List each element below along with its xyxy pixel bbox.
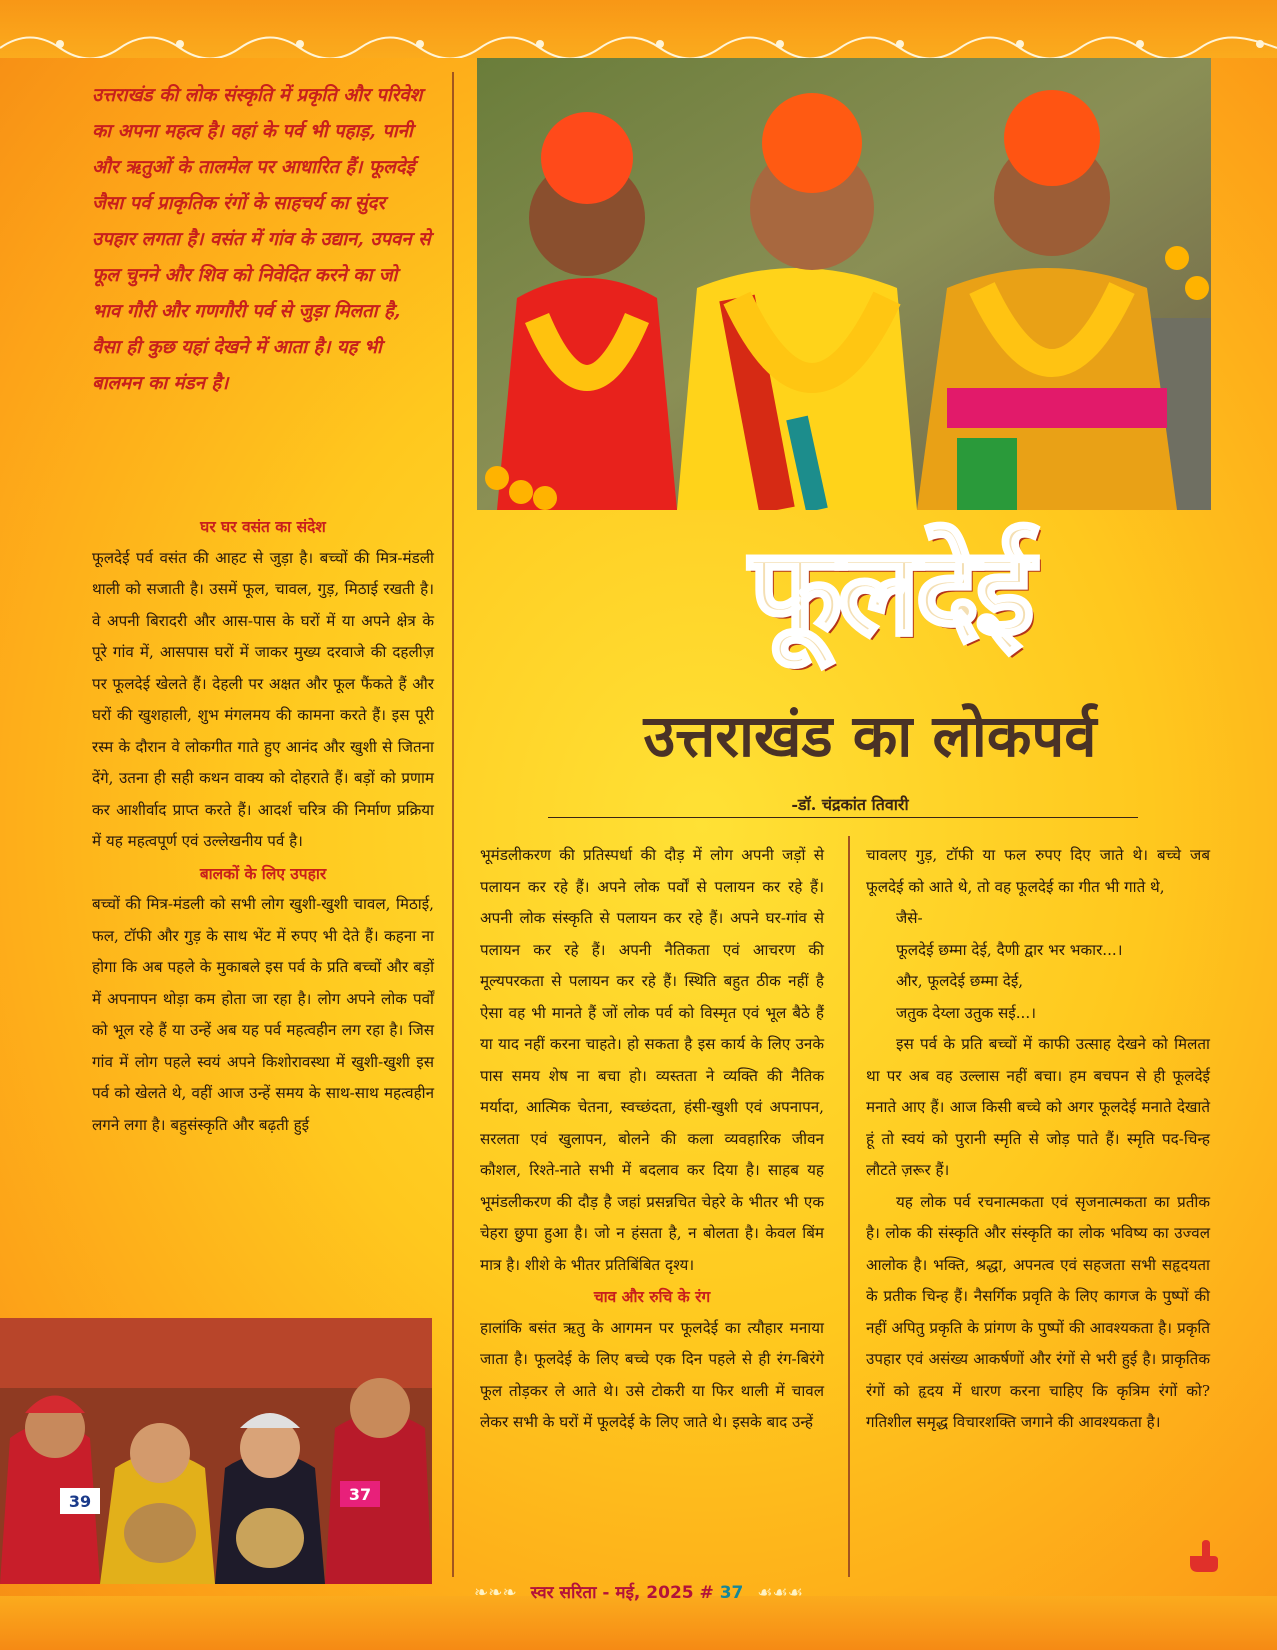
- folk-song-verse-line: जैसे-: [896, 909, 923, 927]
- article-subtitle: उत्तराखंड का लोकपर्व: [643, 702, 1097, 770]
- right-paragraph-1: चावलए गुड़, टॉफी या फल रुपए दिए जाते थे। बच्चे जब फूलदेई को आते थे, तो वह फूलदेई का गीत भी गाते थे,: [866, 846, 1210, 896]
- author-byline: -डॉ. चंद्रकांत तिवारी: [791, 795, 909, 814]
- participant-number-badge: 37: [348, 1485, 372, 1504]
- left-paragraph-2: बच्चों की मित्र-मंडली को सभी लोग खुशी-खुशी चावल, मिठाई, फल, टॉफी और गुड़ के साथ भेंट में रुपए भी देते हैं। कहना ना होगा कि अब पहले के मुकाबले इस पर्व के प्रति बच्चों और बड़ों में अपनापन थोड़ा कम होता जा रहा है। लोग अपने लोक पर्वों को भूल रहे हैं या उन्हें अब यह पर्व महत्वहीन लग रहा है। जिस गांव में लोग पहले स्वयं अपने किशोरावस्था में खुशी-खुशी इस पर्व को खेलते थे, वहीं आज उन्हें समय के साथ-साथ महत्वहीन लगने लगा है। बहुसंस्कृति और बढ़ती हुई: [92, 895, 434, 1134]
- floral-vine-ornament: [0, 30, 1277, 58]
- magazine-name: स्वर सरिता: [530, 1583, 597, 1603]
- left-paragraph-1: फूलदेई पर्व वसंत की आहट से जुड़ा है। बच्चों की मित्र-मंडली थाली को सजाती है। उसमें फूल, चावल, गुड़, मिठाई रखती है। वे अपनी बिरादरी और आस-पास के घरों में या अपने क्षेत्र के पूरे गांव में, आसपास घरों में जाकर मुख्य दरवाजे की दहलीज़ पर फूलदेई खेलते हैं। देहली पर अक्षत और फूल फैंकते हैं और घरों की खुशहाली, शुभ मंगलमय की कामना करते हैं। इस पूरी रस्म के दौरान वे लोकगीत गाते हुए आनंद और खुशी से जितना देंगे, उतना ही सही कथन वाक्य को दोहराते हैं। बड़ों को प्रणाम कर आशीर्वाद प्राप्त करते हैं। आदर्श चरित्र की निर्माण प्रक्रिया में यह महत्वपूर्ण एवं उल्लेखनीय पर्व है।: [92, 548, 434, 850]
- pointing-hand-icon: [1184, 1538, 1220, 1574]
- middle-paragraph-2: हालांकि बसंत ऋतु के आगमन पर फूलदेई का त्यौहार मनाया जाता है। फूलदेई के लिए बच्चे एक दिन पहले से ही रंग-बिरंगे फूल तोड़कर ले आते थे। उसे टोकरी या फिर थाली में चावल लेकर सभी के घरों में फूलदेई के लिए जाते थे। इसके बाद उन्हें: [480, 1318, 824, 1431]
- footer-separator: -: [602, 1583, 616, 1603]
- article-title: फूलदेई: [749, 523, 1031, 662]
- right-column: [866, 840, 1210, 1439]
- subheading-spring-message: घर घर वसंत का संदेश: [200, 517, 326, 536]
- folk-song-verse-line: जतुक देय्ला उतुक सई...।: [896, 1003, 1036, 1022]
- column-divider-middle: [848, 836, 850, 1577]
- left-column: [92, 511, 434, 1141]
- pull-quote: उत्तराखंड की लोक संस्कृति में प्रकृति और परिवेश का अपना महत्व है। वहां के पर्व भी पहाड़, पानी और ऋतुओं के तालमेल पर आधारित हैं। फूलदेई जैसा पर्व प्राकृतिक रंगों के साहचर्य का सुंदर उपहार लगता है। वसंत में गांव के उद्यान, उपवन से फूल चुनने और शिव को निवेदित करने का जो भाव गौरी और गणगौरी पर्व से जुड़ा मिलता है, वैसा ही कुछ यहां देखने में आता है। यह भी बालमन का मंडन है।: [92, 85, 431, 394]
- middle-column: [480, 840, 824, 1439]
- middle-paragraph-1: भूमंडलीकरण की प्रतिस्पर्धा की दौड़ में लोग अपनी जड़ों से पलायन कर रहे हैं। अपने लोक पर्वों से पलायन कर रहे हैं। अपनी लोक संस्कृति से पलायन कर रहे हैं। अपने घर-गांव से पलायन कर रहे हैं। अपनी नैतिकता एवं आचरण की मूल्यपरकता से पलायन कर रहे हैं। स्थिति बहुत ठीक नहीं है ऐसा वह भी मानते हैं जों लोक पर्व को विस्मृत एवं भूल बैठे हैं या याद नहीं करना चाहते। हो सकता है इस कार्य के लिए उनके पास समय शेष ना बचा हो। व्यस्तता ने व्यक्ति की नैतिक मर्यादा, आत्मिक चेतना, स्वच्छंदता, हंसी-खुशी एवं अपनापन, सरलता एवं खुलापन, बोलने की कला व्यवहारिक जीवन कौशल, रिश्ते-नाते सभी में बदलाव कर दिया है। साहब यह भूमंडलीकरण की दौड़ है जहां प्रसन्नचित चेहरे के भीतर भी एक चेहरा छुपा हुआ है। जो न हंसता है, न बोलता है। केवल बिंम मात्र है। शीशे के भीतर प्रतिबिंबित दृश्य।: [480, 846, 824, 1274]
- footer-ornament-left: ❧❧❧: [473, 1583, 517, 1603]
- folk-song-verse-line: और, फूलदेई छम्मा देई,: [896, 972, 1024, 990]
- byline-underline: [548, 817, 1138, 818]
- issue-date: मई, 2025 #: [615, 1583, 714, 1603]
- folk-song-verse-line: फूलदेई छम्मा देई, दैणी द्वार भर भकार...।: [896, 940, 1123, 959]
- page-footer: [0, 1580, 1277, 1603]
- bottom-border: [0, 1596, 1277, 1650]
- top-ornamental-border: [0, 0, 1277, 58]
- right-paragraph-2: इस पर्व के प्रति बच्चों में काफी उत्साह देखने को मिलता था पर अब वह उल्लास नहीं बचा। हम बचपन से ही फूलदेई मनाते आए हैं। आज किसी बच्चे को अगर फूलदेई मनाते देखाते हूं तो स्वयं को पुरानी स्मृति से जोड़ पाते हैं। स्मृति पद-चिन्ह लौटते ज़रूर हैं।: [866, 1035, 1210, 1179]
- footer-ornament-right: ☙☙☙: [757, 1583, 804, 1603]
- page-number: 37: [719, 1583, 744, 1603]
- main-photo-children-in-marigold-garlands: [477, 58, 1211, 510]
- right-paragraph-3: यह लोक पर्व रचनात्मकता एवं सृजनात्मकता का प्रतीक है। लोक की संस्कृति और संस्कृति का लोक भविष्य का उज्वल आलोक है। भक्ति, श्रद्धा, अपनत्व एवं सहजता सभी सहृदयता के प्रतीक चिन्ह हैं। नैसर्गिक प्रवृति के लिए कागज के पुष्पों की नहीं अपितु प्रकृति के प्रांगण के पुष्पों की आवश्यकता है। प्रकृति उपहार एवं असंख्य आकर्षणों और रंगों से भरी हुई है। प्राकृतिक रंगों को हृदय में धारण करना चाहिए कि कृत्रिम रंगों को? गतिशील समृद्ध विचारशक्ति जगाने की आवश्यकता है।: [866, 1192, 1210, 1431]
- participant-number-badge: 39: [68, 1492, 92, 1511]
- column-divider-left: [452, 72, 454, 1577]
- subheading-colors-of-enthusiasm: चाव और रुचि के रंग: [593, 1287, 711, 1306]
- secondary-photo-children-in-traditional-dress: [0, 1318, 432, 1584]
- subheading-gifts-for-children: बालकों के लिए उपहार: [199, 863, 327, 883]
